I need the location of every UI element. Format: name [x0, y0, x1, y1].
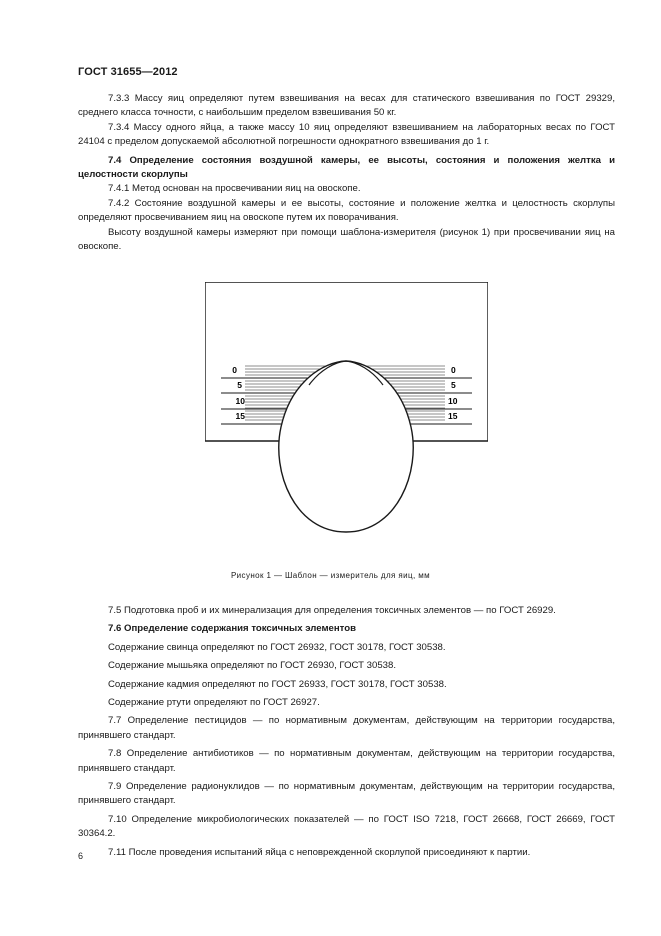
paragraph-7-8: 7.8 Определение антибиотиков — по нормативным документам, действующим на территории государства, принявшего стандарт. [78, 748, 615, 774]
section-top-text [78, 92, 615, 254]
paragraph-mercury: Содержание ртути определяют по ГОСТ 26927. [108, 697, 320, 709]
paragraph-7-7: 7.7 Определение пестицидов — по нормативным документам, действующим на территории государства, принявшего стандарт. [78, 715, 615, 741]
paragraph-7-3-3: 7.3.3 Массу яиц определяют путем взвешивания на весах для статического взвешивания по ГОСТ 29329, среднего класса точности, с наибольшим пределом взвешивания 50 кг. [78, 93, 615, 119]
paragraph-7-3-4: 7.3.4 Массу одного яйца, а также массу 10 яиц определяют взвешиванием на лабораторных весах по ГОСТ 24104 с пределом допускаемой абсолютной погрешности однократного взвешивания до 1 г. [78, 121, 615, 148]
figure-caption: Рисунок 1 — Шаблон — измеритель для яиц, мм [230, 571, 431, 580]
section-bottom-text [78, 604, 615, 860]
document-header: ГОСТ 31655—2012 [78, 66, 178, 78]
paragraph-7-4-2: 7.4.2 Состояние воздушной камеры и ее высоты, состояние и положение желтка и целостность скорлупы определяют просвечиванием яиц на овоскопе путем их поворачивания. [78, 197, 615, 224]
paragraph-arsenic: Содержание мышьяка определяют по ГОСТ 26930, ГОСТ 30538. [108, 660, 397, 672]
heading-7-4: 7.4 Определение состояния воздушной камеры, ее высоты, состояния и положения желтка и целостности скорлупы [78, 154, 615, 181]
paragraph-7-10: 7.10 Определение микробиологических показателей — по ГОСТ ISO 7218, ГОСТ 26668, ГОСТ 26669, ГОСТ 30364.2. [78, 813, 615, 840]
left-tick-10: 10 [235, 396, 245, 406]
left-tick-5: 5 [237, 380, 242, 390]
paragraph-7-4-2-height: Высоту воздушной камеры измеряют при помощи шаблона-измерителя (рисунок 1) при просвечивании яиц на овоскопе. [78, 226, 615, 253]
heading-7-6: 7.6 Определение содержания токсичных элементов [108, 623, 357, 635]
paragraph-7-4-1: 7.4.1 Метод основан на просвечивании яиц на овоскопе. [108, 183, 361, 195]
egg-template-figure [205, 282, 488, 552]
egg-shape [279, 361, 413, 532]
paragraph-7-5: 7.5 Подготовка проб и их минерализация для определения токсичных элементов — по ГОСТ 26929. [108, 605, 556, 616]
left-tick-0: 0 [232, 365, 237, 375]
right-tick-0: 0 [451, 365, 456, 375]
left-tick-15: 15 [235, 411, 245, 421]
right-tick-5: 5 [451, 380, 456, 390]
right-tick-15: 15 [448, 411, 458, 421]
paragraph-cadmium: Содержание кадмия определяют по ГОСТ 26933, ГОСТ 30178, ГОСТ 30538. [108, 678, 447, 690]
right-tick-10: 10 [448, 396, 458, 406]
paragraph-lead: Содержание свинца определяют по ГОСТ 26932, ГОСТ 30178, ГОСТ 30538. [108, 641, 446, 653]
page-number: 6 [78, 851, 84, 861]
paragraph-7-9: 7.9 Определение радионуклидов — по нормативным документам, действующим на территории государства, принявшего стандарт. [78, 781, 615, 807]
paragraph-7-11: 7.11 После проведения испытаний яйца с неповрежденной скорлупой присоединяют к партии. [108, 846, 531, 858]
